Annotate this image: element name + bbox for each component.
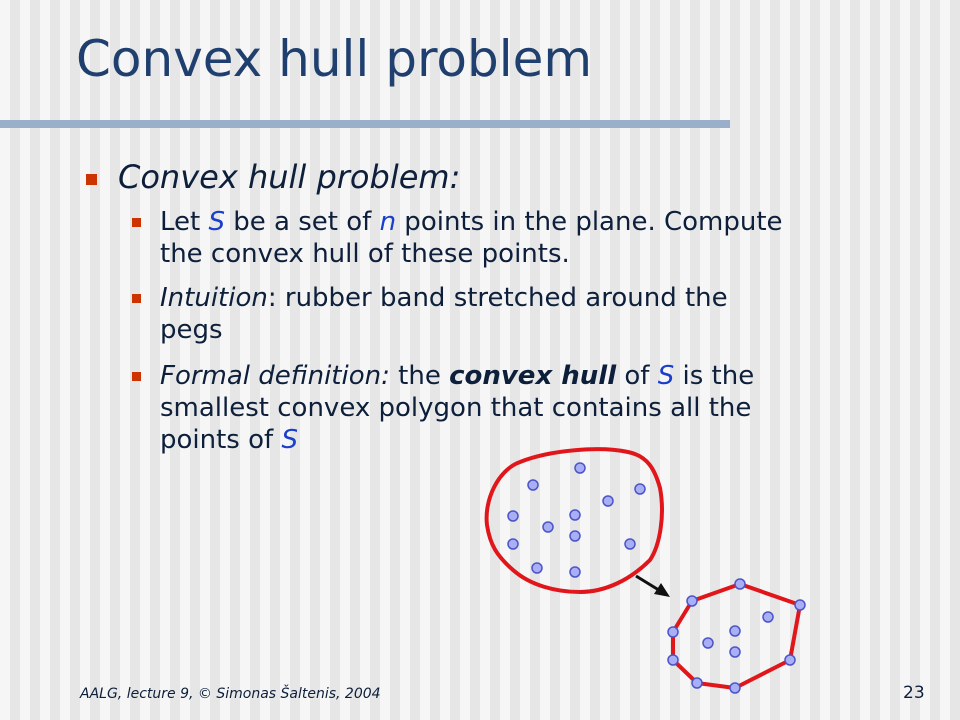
point <box>570 567 580 577</box>
point <box>532 563 542 573</box>
page-number: 23 <box>903 683 925 703</box>
text-run: points in the plane. Compute <box>396 207 783 237</box>
square-bullet-icon <box>132 218 141 227</box>
point <box>730 683 740 693</box>
point <box>668 655 678 665</box>
text-run: is the <box>674 361 755 391</box>
bullet-item-1-text <box>160 206 942 270</box>
point <box>687 596 697 606</box>
title-underline <box>0 120 730 128</box>
point <box>528 480 538 490</box>
point <box>730 647 740 657</box>
point <box>735 579 745 589</box>
bullet-level1-text: Convex hull problem: <box>118 158 461 196</box>
bullet-item-1 <box>132 206 942 270</box>
square-bullet-icon <box>132 294 141 303</box>
text-run: points of <box>160 425 282 455</box>
point <box>692 678 702 688</box>
text-run: Let <box>160 207 209 237</box>
convex-hull-figure <box>470 440 820 700</box>
text-run: smallest convex polygon that contains all the <box>160 393 752 423</box>
text-run: be a set of <box>225 207 380 237</box>
variable-s: S <box>208 207 225 237</box>
bullet-item-2 <box>132 282 942 346</box>
variable-n: n <box>379 207 397 237</box>
blob-points <box>508 463 645 577</box>
point <box>508 511 518 521</box>
point <box>570 510 580 520</box>
point <box>668 627 678 637</box>
text-run-bold: convex hull <box>449 361 617 391</box>
text-run: pegs <box>160 315 223 345</box>
variable-s: S <box>657 361 675 391</box>
text-run: the convex hull of these points. <box>160 239 570 269</box>
text-run: the <box>389 361 450 391</box>
bullet-item-2-text <box>160 282 942 346</box>
point <box>625 539 635 549</box>
point <box>785 655 795 665</box>
point <box>703 638 713 648</box>
point <box>795 600 805 610</box>
point <box>635 484 645 494</box>
point <box>508 539 518 549</box>
text-run: of <box>616 361 658 391</box>
point <box>575 463 585 473</box>
point <box>763 612 773 622</box>
slide-title: Convex hull problem <box>76 30 593 88</box>
point <box>570 531 580 541</box>
square-bullet-icon <box>132 372 141 381</box>
text-run-italic: Formal definition: <box>160 361 390 391</box>
variable-s: S <box>281 425 298 455</box>
square-bullet-icon <box>86 174 97 185</box>
text-run-italic: Intuition <box>160 283 268 313</box>
bullet-level1 <box>86 158 916 196</box>
arrow-icon <box>636 576 670 597</box>
point <box>603 496 613 506</box>
text-run: : rubber band stretched around the <box>267 283 728 313</box>
slide-footer: AALG, lecture 9, © Simonas Šaltenis, 2004 <box>80 686 381 702</box>
point <box>543 522 553 532</box>
point <box>730 626 740 636</box>
